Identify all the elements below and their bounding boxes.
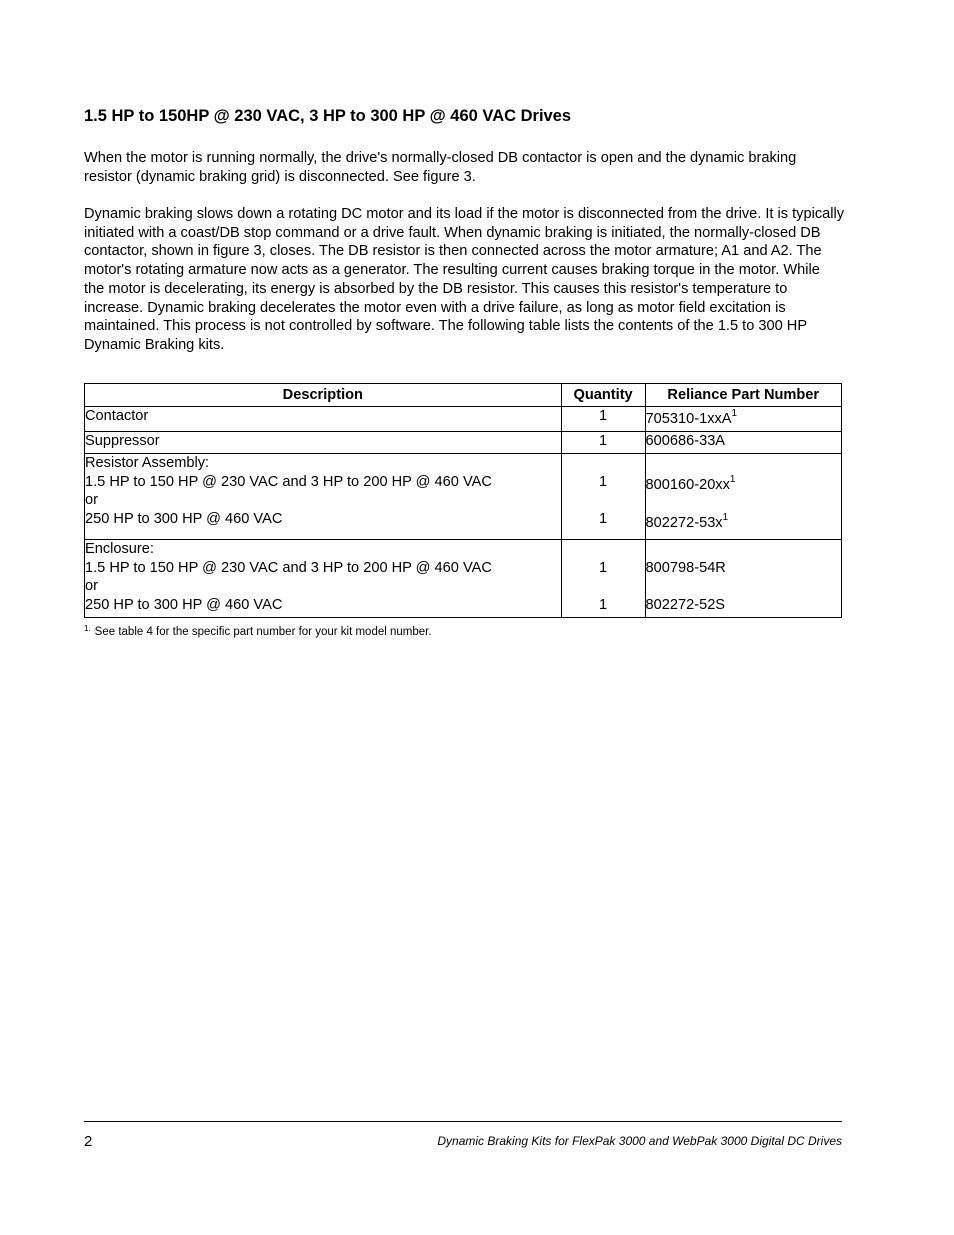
quantity-cell bbox=[561, 432, 645, 454]
table-footnote bbox=[84, 626, 432, 638]
description-option-b: 250 HP to 300 HP @ 460 VAC bbox=[85, 511, 283, 528]
description-option-a: 1.5 HP to 150 HP @ 230 VAC and 3 HP to 200 HP @ 460 VAC bbox=[85, 473, 492, 490]
part-number-cell bbox=[645, 454, 841, 540]
table-row-enclosure bbox=[85, 540, 842, 618]
part-number-option-b bbox=[645, 511, 841, 533]
description-cell bbox=[85, 540, 562, 618]
part-number: 800160-20xx bbox=[645, 477, 730, 493]
description-option-b: 250 HP to 300 HP @ 460 VAC bbox=[85, 597, 283, 614]
footnote-text: See table 4 for the specific part number for your kit model number. bbox=[94, 626, 432, 638]
quantity-cell bbox=[561, 407, 645, 432]
table-header-row bbox=[85, 384, 842, 407]
description-title: Resistor Assembly: bbox=[85, 455, 210, 471]
description-cell bbox=[85, 432, 562, 454]
part-number-cell bbox=[645, 432, 841, 454]
page-number: 2 bbox=[84, 1133, 93, 1150]
description-cell bbox=[85, 454, 562, 540]
intro-paragraph: When the motor is running normally, the drive's normally-closed DB contactor is open and the dynamic braking resistor (dynamic braking grid) is disconnected. See figure 3. bbox=[84, 150, 797, 185]
description-or: or bbox=[85, 578, 98, 595]
part-number-cell bbox=[645, 407, 841, 432]
description-cell bbox=[85, 407, 562, 432]
running-footer-title: Dynamic Braking Kits for FlexPak 3000 and WebPak 3000 Digital DC Drives bbox=[437, 1134, 842, 1148]
table-row-resistor-assembly bbox=[85, 454, 842, 540]
part-number-text: 600686-33A bbox=[645, 433, 726, 449]
quantity-text: 1 bbox=[599, 433, 608, 449]
table-row-contactor bbox=[85, 407, 842, 432]
part-number-option-b: 802272-52S bbox=[645, 597, 726, 614]
dynamic-braking-paragraph: Dynamic braking slows down a rotating DC motor and its load if the motor is disconnected from the drive. It is typically initiated with a coast/DB stop command or a drive fault. When dynamic braking is initiated, the normally-closed DB contactor, shown in figure 3, closes. The DB resistor is then connected across the motor armature; A1 and A2. The motor's rotating armature now acts as a generator. The resulting current causes braking torque in the motor. While the motor is decelerating, its energy is absorbed by the DB resistor. This causes this resistor's temperature to increase. Dynamic braking decelerates the motor even with a drive failure, as long as motor field excitation is maintained. This process is not controlled by software. The following table lists the contents of the 1.5 to 300 HP Dynamic Braking kits. bbox=[84, 206, 845, 353]
part-number: 802272-53x bbox=[645, 514, 723, 531]
footnote-ref: 1 bbox=[729, 474, 736, 486]
column-header-quantity: Quantity bbox=[561, 384, 645, 407]
quantity-option-a: 1 bbox=[599, 473, 608, 490]
kit-contents-table bbox=[84, 383, 842, 618]
quantity-cell bbox=[561, 454, 645, 540]
description-option-a: 1.5 HP to 150 HP @ 230 VAC and 3 HP to 200 HP @ 460 VAC bbox=[85, 559, 492, 576]
table-row-suppressor bbox=[85, 432, 842, 454]
quantity-option-a: 1 bbox=[599, 559, 608, 576]
quantity-cell bbox=[561, 540, 645, 618]
description-title: Enclosure: bbox=[85, 541, 154, 557]
description-or: or bbox=[85, 492, 98, 509]
part-number-option-a bbox=[646, 476, 841, 495]
footnote-ref: 1 bbox=[722, 511, 729, 523]
description-text: Suppressor bbox=[85, 433, 160, 449]
column-header-part-number: Reliance Part Number bbox=[645, 384, 841, 407]
footnote-mark: 1. bbox=[84, 624, 91, 633]
quantity-text: 1 bbox=[599, 408, 608, 424]
footer-divider bbox=[84, 1121, 842, 1122]
part-number-cell bbox=[645, 540, 841, 618]
quantity-option-b: 1 bbox=[599, 511, 608, 528]
column-header-description: Description bbox=[85, 384, 562, 407]
part-number-text bbox=[646, 407, 841, 429]
description-text: Contactor bbox=[85, 408, 149, 424]
part-number-option-a: 800798-54R bbox=[645, 559, 726, 576]
footnote-ref: 1 bbox=[731, 408, 738, 420]
section-heading: 1.5 HP to 150HP @ 230 VAC, 3 HP to 300 HP @ 460 VAC Drives bbox=[84, 107, 572, 125]
quantity-option-b: 1 bbox=[599, 597, 608, 614]
part-number: 705310-1xxA bbox=[645, 411, 732, 427]
